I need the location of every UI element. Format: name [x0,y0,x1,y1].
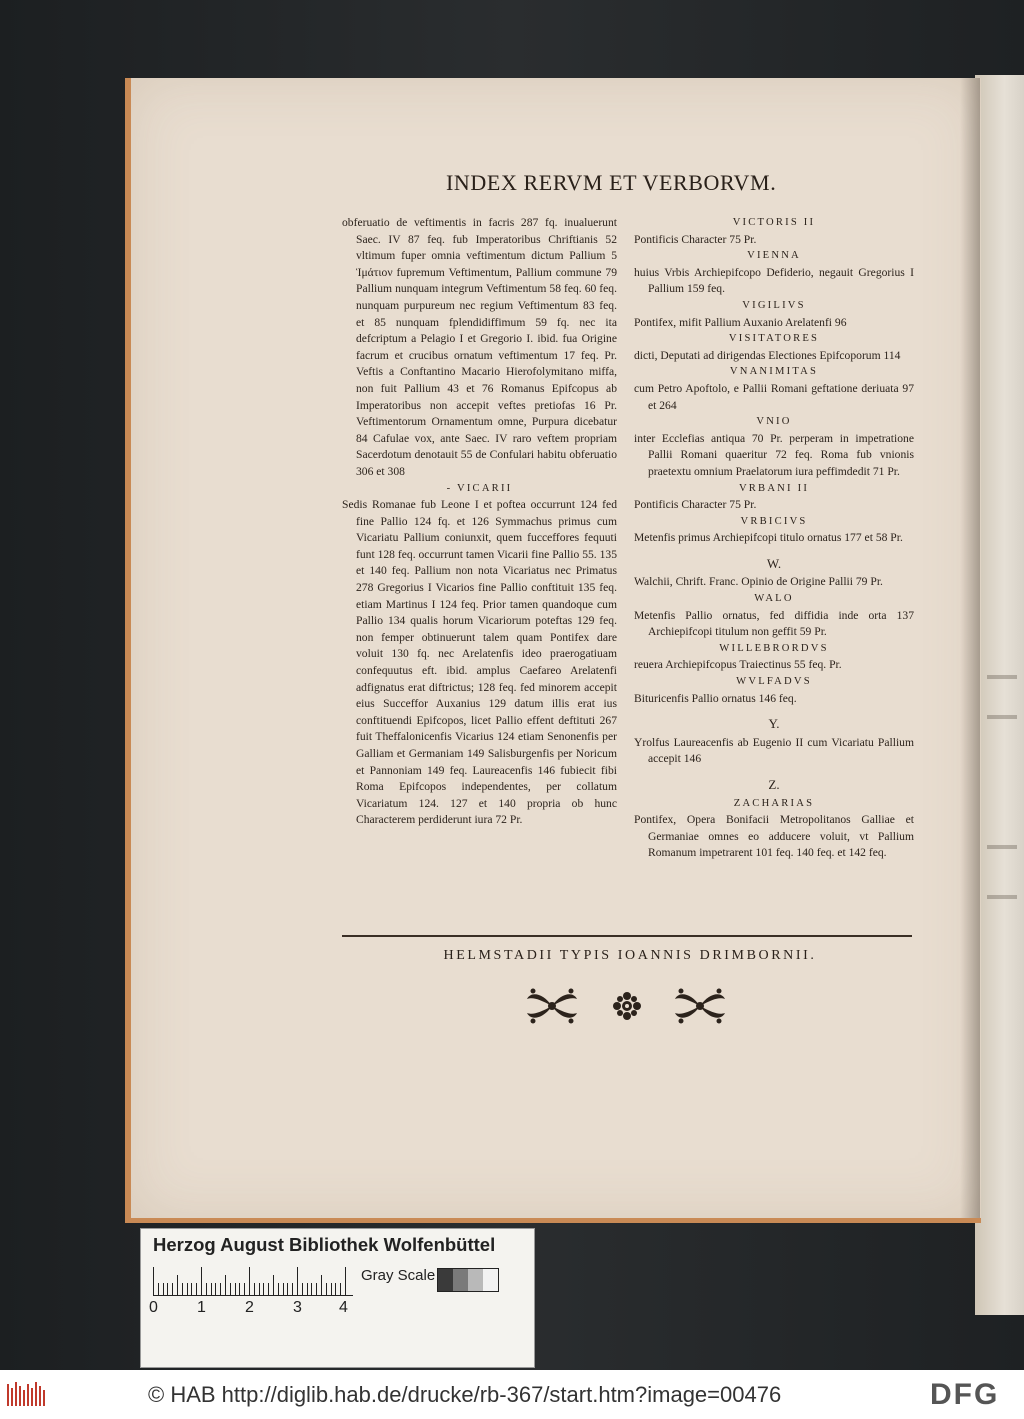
index-heading: WVLFADVS [736,676,812,688]
ghost-text-mark [987,675,1017,679]
index-column-right [634,215,914,862]
index-heading: ZACHARIAS [733,797,815,809]
gray-swatch [483,1269,498,1291]
index-heading: VNIO [756,416,792,428]
gray-swatch [468,1269,483,1291]
index-entry: Sedis Romanae fub Leone I et poftea occurrunt 124 fed fine Pallio 124 fq. et 126 Symmachus primus cum Vicariatu Pallium coniunxit, quem fucceffores fequuti funt 128 feq. occurrunt tamen Vicarii fine Pallio 55. 135 et 140 feq. Pallium non nota Vicariatus nec Primatus 278 Gregorius I Vicarios fine Pallio conftituit 135 feq. etiam Martinus I 124 feq. Prior tamen quandoque cum Pallio 134 qualis horum Vicariorum poteftas 129 feq. non femper obtinuerunt talem quam Pontifex dare voluit 130 fq. nec Arelatenfis ideo praerogatiuam confequutus eft. ibid. amplus Caefareo Arelatenfi adfignatus erat diftrictus; 128 feq. fed minorem accepit eius Succeffor Auxanius 129 datum illis erat ius conftituendi Epifcopos, licet Pallio effent deftituti 267 fuit Theffalonicenfis Vicarius 124 etiam Senonenfis per Galliam et Germaniam 149 Salisburgenfis per Noricum et Pannoniam 149 feq. Laureacenfis 146 fubiecit fibi Roma Epifcopos independentes, per collatum Vicariatum 124. 127 et 140 propria ob hunc Characterem perdiderunt iura 72 Pr. [342,498,617,827]
ruler-tick [230,1283,231,1295]
ruler-number: 3 [293,1299,302,1316]
ruler-tick [206,1283,207,1295]
index-heading: - VICARII [446,482,513,494]
ruler-tick [225,1275,226,1295]
viewer-footer [0,1370,1024,1419]
index-entry: Pontificis Character 75 Pr. [634,232,757,246]
floral-ornament-left-icon [525,985,580,1027]
index-letter: Y. [768,716,780,732]
ruler-tick [196,1283,197,1295]
ruler-tick [235,1283,236,1295]
index-entry: Pontifex, Opera Bonifacii Metropolitanos Galliae et Germaniae omnes eo adducere voluit, vt Pallium Romanum impetrarent 101 feq. 140 feq. et 142 feq. [634,813,914,860]
ruler-tick [172,1283,173,1295]
index-entry: dicti, Deputati ad dirigendas Electiones Epifcoporum 114 [634,348,901,362]
index-entry: cum Petro Apoftolo, e Pallii Romani geftatione deriuata 97 et 264 [634,381,914,412]
index-entry: Pontificis Character 75 Pr. [634,498,757,512]
index-letter: W. [766,555,782,571]
ruler-tick [316,1283,317,1295]
ruler-tick [254,1283,255,1295]
index-entry: huius Vrbis Archiepifcopo Defiderio, negauit Gregorius I Pallium 159 feq. [634,265,914,296]
index-entry: Pontifex, mifit Pallium Auxanio Arelatenfi 96 [634,315,847,329]
ruler-baseline [153,1295,353,1296]
ruler-tick [340,1283,341,1295]
ruler-tick [287,1283,288,1295]
ruler-tick [158,1283,159,1295]
ruler-tick [263,1283,264,1295]
ruler-tick [163,1283,164,1295]
index-heading: VNANIMITAS [729,366,819,378]
rosette-ornament-icon [612,991,642,1021]
index-heading: WILLEBRORDVS [719,642,829,654]
ruler-number: 1 [197,1299,206,1316]
gray-scale-swatches [437,1268,499,1292]
ruler-tick [201,1267,202,1295]
ruler-tick [177,1275,178,1295]
printer-imprint: HELMSTADII TYPIS IOANNIS DRIMBORNII. [443,948,817,963]
ruler-tick [259,1283,260,1295]
ruler-tick [182,1283,183,1295]
ruler-tick [268,1283,269,1295]
floral-ornament-right-icon [673,985,728,1027]
dfg-logo: DFG [930,1378,1000,1411]
ruler-number: 2 [245,1299,254,1316]
ruler-tick [215,1283,216,1295]
ruler-tick [187,1283,188,1295]
index-letter: Z. [768,777,780,792]
copyright-url: © HAB http://diglib.hab.de/drucke/rb-367/start.htm?image=00476 [148,1382,782,1407]
scale-card [140,1228,535,1368]
index-heading: VISITATORES [728,333,820,345]
ghost-text-mark [987,845,1017,849]
ruler-tick [321,1275,322,1295]
index-entry: Bituricenfis Pallio ornatus 146 feq. [634,691,797,705]
index-entry: Metenfis Pallio ornatus, fed diffidia inde orta 137 Archiepifcopi titulum non geffit 59 Pr. [634,608,914,639]
ruler-number: 0 [149,1299,158,1316]
gray-scale-label: Gray Scale [361,1267,436,1284]
gray-swatch [438,1269,453,1291]
index-heading: VRBICIVS [740,515,808,527]
ghost-text-mark [987,715,1017,719]
ruler-tick [297,1267,298,1295]
index-entry: obferuatio de veftimentis in facris 287 fq. inualuerunt Saec. IV 87 feq. fub Imperatoribus Chriftianis 52 vltimum fuper omnia veftimentum dictum Pallium 5 Ἱμάτιον fupremum Veftimentum, Pallium commune 79 Pallium nunquam integrum Veftimentum 58 feq. 60 feq. nunquam purpureum nec regium Veftimentum 83 feq. et 85 nunquam fplendidiffimum 59 fq. nec ita defcriptum a Pelagio I et Gregorio I. ibid. fua Origine facrum et crucibus ornatum veftimentum 17 feq. Pr. Veftis a Conftantino Macario Hierofolymitano miffa, non fuit Pallium 43 et 76 Romanus Epifcopus ab Imperatoribus non accepit veftes pretiofas 16 Pr. Veftimentorum Ornamentum omne, Purpura dicebatur 84 Cafulae vox, ante Saec. IV raro veftem propriam Sacerdotum denotauit 55 de Confulari habitu obferuatio 306 et 308 [342,216,617,478]
horizontal-rule [342,935,912,937]
library-name: Herzog August Bibliothek Wolfenbüttel [153,1234,496,1255]
ruler-tick [239,1283,240,1295]
ruler-tick [307,1283,308,1295]
adjacent-page-edge [975,75,1024,1315]
ruler-tick [211,1283,212,1295]
index-entry: inter Ecclefias antiqua 70 Pr. perperam in impetratione Pallii Romani quaeritur 72 feq. Roma fub vnionis praetextu omnium Praelatorum iura peffimdedit 71 Pr. [634,431,914,478]
ruler-number: 4 [339,1299,348,1316]
ruler-tick [292,1283,293,1295]
ruler-tick [249,1267,250,1295]
ruler-tick [345,1267,346,1295]
ruler-tick [302,1283,303,1295]
index-entry: Yrolfus Laureacenfis ab Eugenio II cum Vicariatu Pallium accepit 146 [634,735,914,766]
index-entry: Metenfis primus Archiepifcopi titulo ornatus 177 et 58 Pr. [634,531,903,545]
index-column-left [342,215,617,829]
ruler-tick [283,1283,284,1295]
index-heading: WALO [754,593,794,605]
index-heading: VIGILIVS [742,299,806,311]
hab-barcode-logo-icon [6,1380,48,1410]
ghost-text-mark [987,895,1017,899]
page-header: INDEX RERVM ET VERBORVM. [446,170,777,195]
printer-ornaments [525,985,725,1035]
gray-swatch [453,1269,468,1291]
ruler-tick [273,1275,274,1295]
ruler-tick [278,1283,279,1295]
ruler-tick [167,1283,168,1295]
index-heading: VRBANI II [738,482,810,494]
ruler-tick [335,1283,336,1295]
index-entry: reuera Archiepifcopus Traiectinus 55 feq. Pr. [634,658,842,672]
ruler-tick [326,1283,327,1295]
index-heading: VICTORIS II [732,217,816,228]
ruler-tick [331,1283,332,1295]
ruler-tick [220,1283,221,1295]
ruler-tick [153,1267,154,1295]
page-gutter-shadow [960,78,980,1218]
ruler-tick [191,1283,192,1295]
index-heading: VIENNA [747,250,801,262]
index-entry: Walchii, Chrift. Franc. Opinio de Origine Pallii 79 Pr. [634,575,883,589]
ruler-tick [311,1283,312,1295]
ruler-ticks [153,1267,353,1295]
ruler-tick [244,1283,245,1295]
